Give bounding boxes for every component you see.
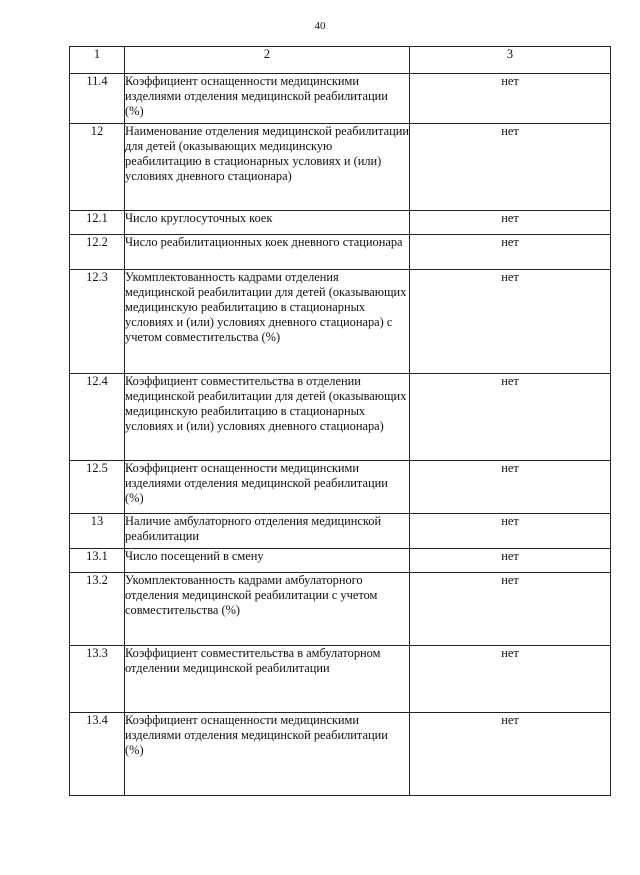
- row-number: 13.3: [70, 646, 125, 713]
- table-row: [70, 74, 611, 124]
- row-number: 12.1: [70, 211, 125, 235]
- row-value: нет: [410, 124, 611, 211]
- table-row: [70, 646, 611, 713]
- row-description: Коэффициент оснащенности медицинскими изделиями отделения медицинской реабилитации (%): [125, 461, 410, 514]
- row-value: нет: [410, 461, 611, 514]
- table-header-row: [70, 47, 611, 74]
- row-value: нет: [410, 549, 611, 573]
- table-row: [70, 514, 611, 549]
- row-number: 12.4: [70, 374, 125, 461]
- row-value: нет: [410, 713, 611, 796]
- table-row: [70, 549, 611, 573]
- row-description: Число реабилитационных коек дневного стационара: [125, 235, 410, 270]
- row-description: Число круглосуточных коек: [125, 211, 410, 235]
- page-number: 40: [314, 20, 326, 32]
- row-value: нет: [410, 211, 611, 235]
- row-value: нет: [410, 374, 611, 461]
- row-description: Коэффициент оснащенности медицинскими изделиями отделения медицинской реабилитации (%): [125, 74, 410, 124]
- table-row: [70, 374, 611, 461]
- row-description: Коэффициент совместительства в отделении медицинской реабилитации для детей (оказывающих медицинскую реабилитацию в стационарных условиях и (или) условиях дневного стационара): [125, 374, 410, 461]
- row-description: Наличие амбулаторного отделения медицинской реабилитации: [125, 514, 410, 549]
- row-number: 13.2: [70, 573, 125, 646]
- row-number: 13.1: [70, 549, 125, 573]
- row-number: 13.4: [70, 713, 125, 796]
- table-row: [70, 270, 611, 374]
- row-description: Укомплектованность кадрами отделения медицинской реабилитации для детей (оказывающих медицинскую реабилитацию в стационарных условиях и (или) условиях дневного стационара) с учетом совместительства (%): [125, 270, 410, 374]
- table-row: [70, 461, 611, 514]
- row-value: нет: [410, 646, 611, 713]
- row-value: нет: [410, 573, 611, 646]
- row-description: Укомплектованность кадрами амбулаторного отделения медицинской реабилитации с учетом совместительства (%): [125, 573, 410, 646]
- row-description: Коэффициент совместительства в амбулаторном отделении медицинской реабилитации: [125, 646, 410, 713]
- indicators-table: [69, 46, 611, 796]
- row-number: 11.4: [70, 74, 125, 124]
- table-row: [70, 124, 611, 211]
- column-header-3: 3: [410, 47, 611, 74]
- row-number: 12.3: [70, 270, 125, 374]
- row-number: 12.5: [70, 461, 125, 514]
- row-value: нет: [410, 235, 611, 270]
- row-number: 12: [70, 124, 125, 211]
- table-row: [70, 211, 611, 235]
- row-value: нет: [410, 514, 611, 549]
- table-row: [70, 573, 611, 646]
- column-header-2: 2: [125, 47, 410, 74]
- row-description: Наименование отделения медицинской реабилитации для детей (оказывающих медицинскую реабилитацию в стационарных условиях и (или) условиях дневного стационара): [125, 124, 410, 211]
- table-row: [70, 713, 611, 796]
- row-description: Коэффициент оснащенности медицинскими изделиями отделения медицинской реабилитации (%): [125, 713, 410, 796]
- row-value: нет: [410, 74, 611, 124]
- row-description: Число посещений в смену: [125, 549, 410, 573]
- row-number: 12.2: [70, 235, 125, 270]
- table-row: [70, 235, 611, 270]
- column-header-1: 1: [70, 47, 125, 74]
- row-value: нет: [410, 270, 611, 374]
- row-number: 13: [70, 514, 125, 549]
